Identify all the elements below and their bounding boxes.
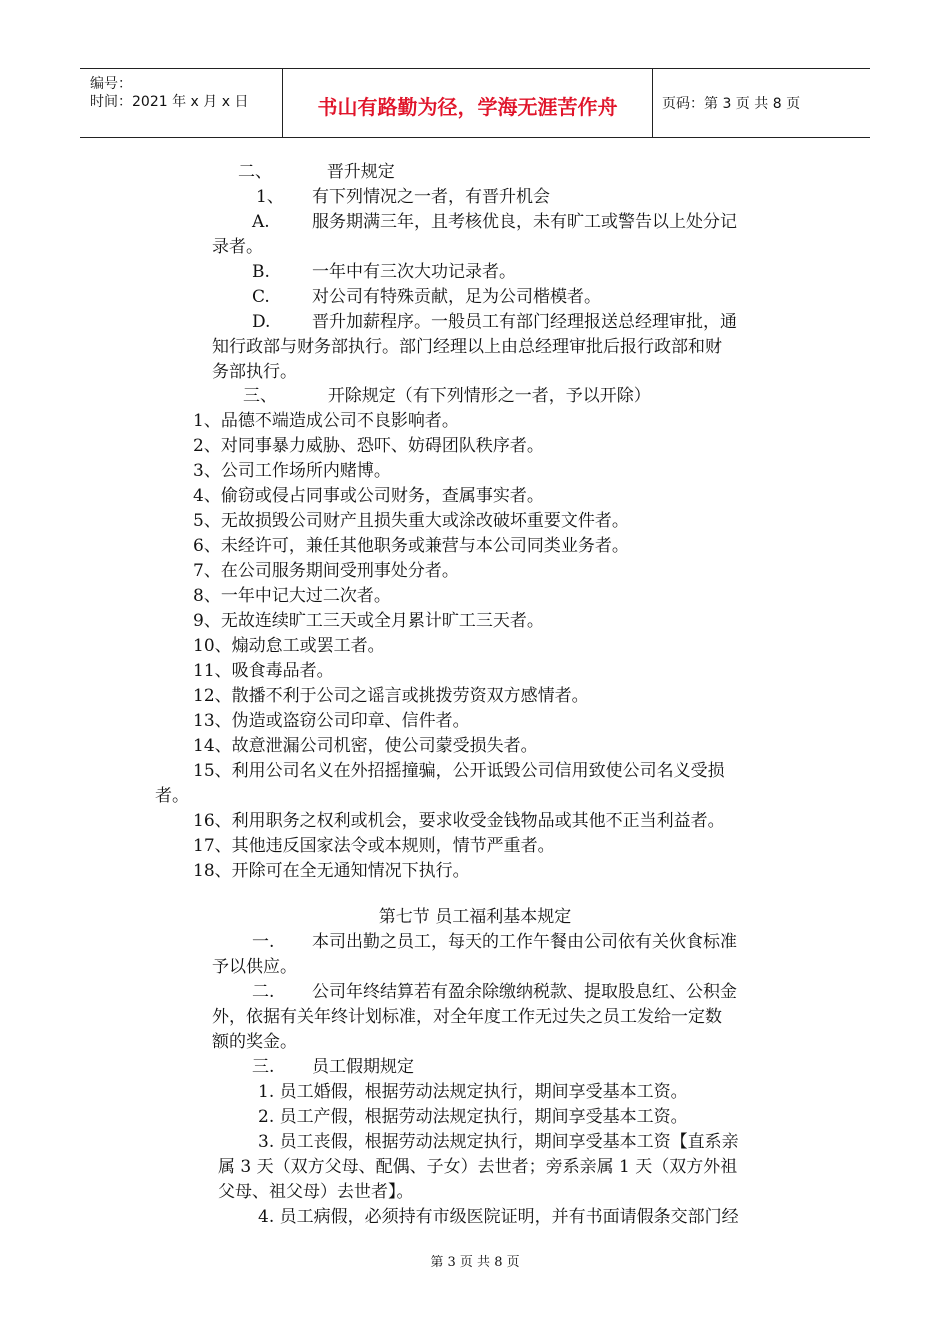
list-item: C. 对公司有特殊贡献，足为公司楷模者。 — [252, 287, 601, 307]
list-item: D. 晋升加薪程序。一般员工有部门经理报送总经理审批，通 — [252, 312, 737, 332]
section-title: 晋升规定 — [326, 162, 395, 182]
document-number-label: 编号： — [90, 76, 132, 92]
list-item-continuation: 属 3 天（双方父母、配偶、子女）去世者；旁系亲属 1 天（双方外祖 — [218, 1157, 738, 1177]
header-divider — [652, 69, 653, 137]
list-item-continuation: 录者。 — [212, 237, 263, 257]
section-number: 二、 — [238, 162, 272, 182]
list-item: 1、品德不端造成公司不良影响者。 — [193, 411, 459, 431]
list-item: 1. 员工婚假，根据劳动法规定执行，期间享受基本工资。 — [258, 1082, 688, 1102]
list-item: 7、在公司服务期间受刑事处分者。 — [193, 561, 459, 581]
list-item-continuation: 务部执行。 — [212, 362, 297, 382]
section-heading — [238, 160, 395, 185]
paragraph-continuation: 额的奖金。 — [212, 1032, 297, 1052]
list-item: 4. 员工病假，必须持有市级医院证明，并有书面请假条交部门经 — [258, 1207, 739, 1227]
paragraph-continuation: 外，依据有关年终计划标准，对全年度工作无过失之员工发给一定数 — [212, 1007, 722, 1027]
list-item: 6、未经许可，兼任其他职务或兼营与本公司同类业务者。 — [193, 536, 629, 556]
list-item: 14、故意泄漏公司机密，使公司蒙受损失者。 — [193, 736, 538, 756]
page-header — [80, 68, 870, 138]
list-item: 17、其他违反国家法令或本规则，情节严重者。 — [193, 836, 555, 856]
list-item: 3、公司工作场所内赌博。 — [193, 461, 391, 481]
list-item: 10、煽动怠工或罢工者。 — [193, 636, 385, 656]
list-item: 4、偷窃或侵占同事或公司财务，查属事实者。 — [193, 486, 544, 506]
list-item: 18、开除可在全无通知情况下执行。 — [193, 861, 470, 881]
list-item: 8、一年中记大过二次者。 — [193, 586, 391, 606]
list-item: 16、利用职务之权利或机会，要求收受金钱物品或其他不正当利益者。 — [193, 811, 725, 831]
list-item: 3. 员工丧假，根据劳动法规定执行，期间享受基本工资【直系亲 — [258, 1132, 739, 1152]
header-page-info: 页码：第 3 页 共 8 页 — [662, 96, 801, 112]
list-item-continuation: 知行政部与财务部执行。部门经理以上由总经理审批后报行政部和财 — [212, 337, 722, 357]
document-date: 时间：2021 年 x 月 x 日 — [90, 94, 249, 110]
paragraph: 一. 本司出勤之员工，每天的工作午餐由公司依有关伙食标准 — [252, 932, 737, 952]
list-item: 2. 员工产假，根据劳动法规定执行，期间享受基本工资。 — [258, 1107, 688, 1127]
paragraph: 二. 公司年终结算若有盈余除缴纳税款、提取股息红、公积金 — [252, 982, 737, 1002]
list-item: A. 服务期满三年，且考核优良，未有旷工或警告以上处分记 — [252, 212, 737, 232]
page-footer: 第 3 页 共 8 页 — [430, 1255, 520, 1270]
list-item: 9、无故连续旷工三天或全月累计旷工三天者。 — [193, 611, 544, 631]
list-item: 15、利用公司名义在外招摇撞骗，公开诋毁公司信用致使公司名义受损 — [193, 761, 725, 781]
list-item: 5、无故损毁公司财产且损失重大或涂改破坏重要文件者。 — [193, 511, 629, 531]
section-heading — [243, 384, 651, 409]
list-item-continuation: 者。 — [155, 786, 189, 806]
list-item-continuation: 父母、祖父母）去世者】。 — [218, 1182, 414, 1202]
section-title: 开除规定（有下列情形之一者，予以开除） — [327, 386, 651, 406]
section-number: 三、 — [243, 386, 277, 406]
list-item: 2、对同事暴力威胁、恐吓、妨碍团队秩序者。 — [193, 436, 544, 456]
list-item: 13、伪造或盗窃公司印章、信件者。 — [193, 711, 470, 731]
list-item: 12、散播不利于公司之谣言或挑拨劳资双方感情者。 — [193, 686, 589, 706]
paragraph: 三. 员工假期规定 — [252, 1057, 414, 1077]
list-item: 1、 有下列情况之一者，有晋升机会 — [256, 187, 550, 207]
header-motto: 书山有路勤为径，学海无涯苦作舟 — [317, 95, 618, 119]
list-item: B. 一年中有三次大功记录者。 — [252, 262, 516, 282]
paragraph-continuation: 予以供应。 — [212, 957, 297, 977]
chapter-title: 第七节 员工福利基本规定 — [378, 907, 572, 927]
header-meta — [90, 75, 248, 111]
list-item: 11、吸食毒品者。 — [193, 661, 334, 681]
